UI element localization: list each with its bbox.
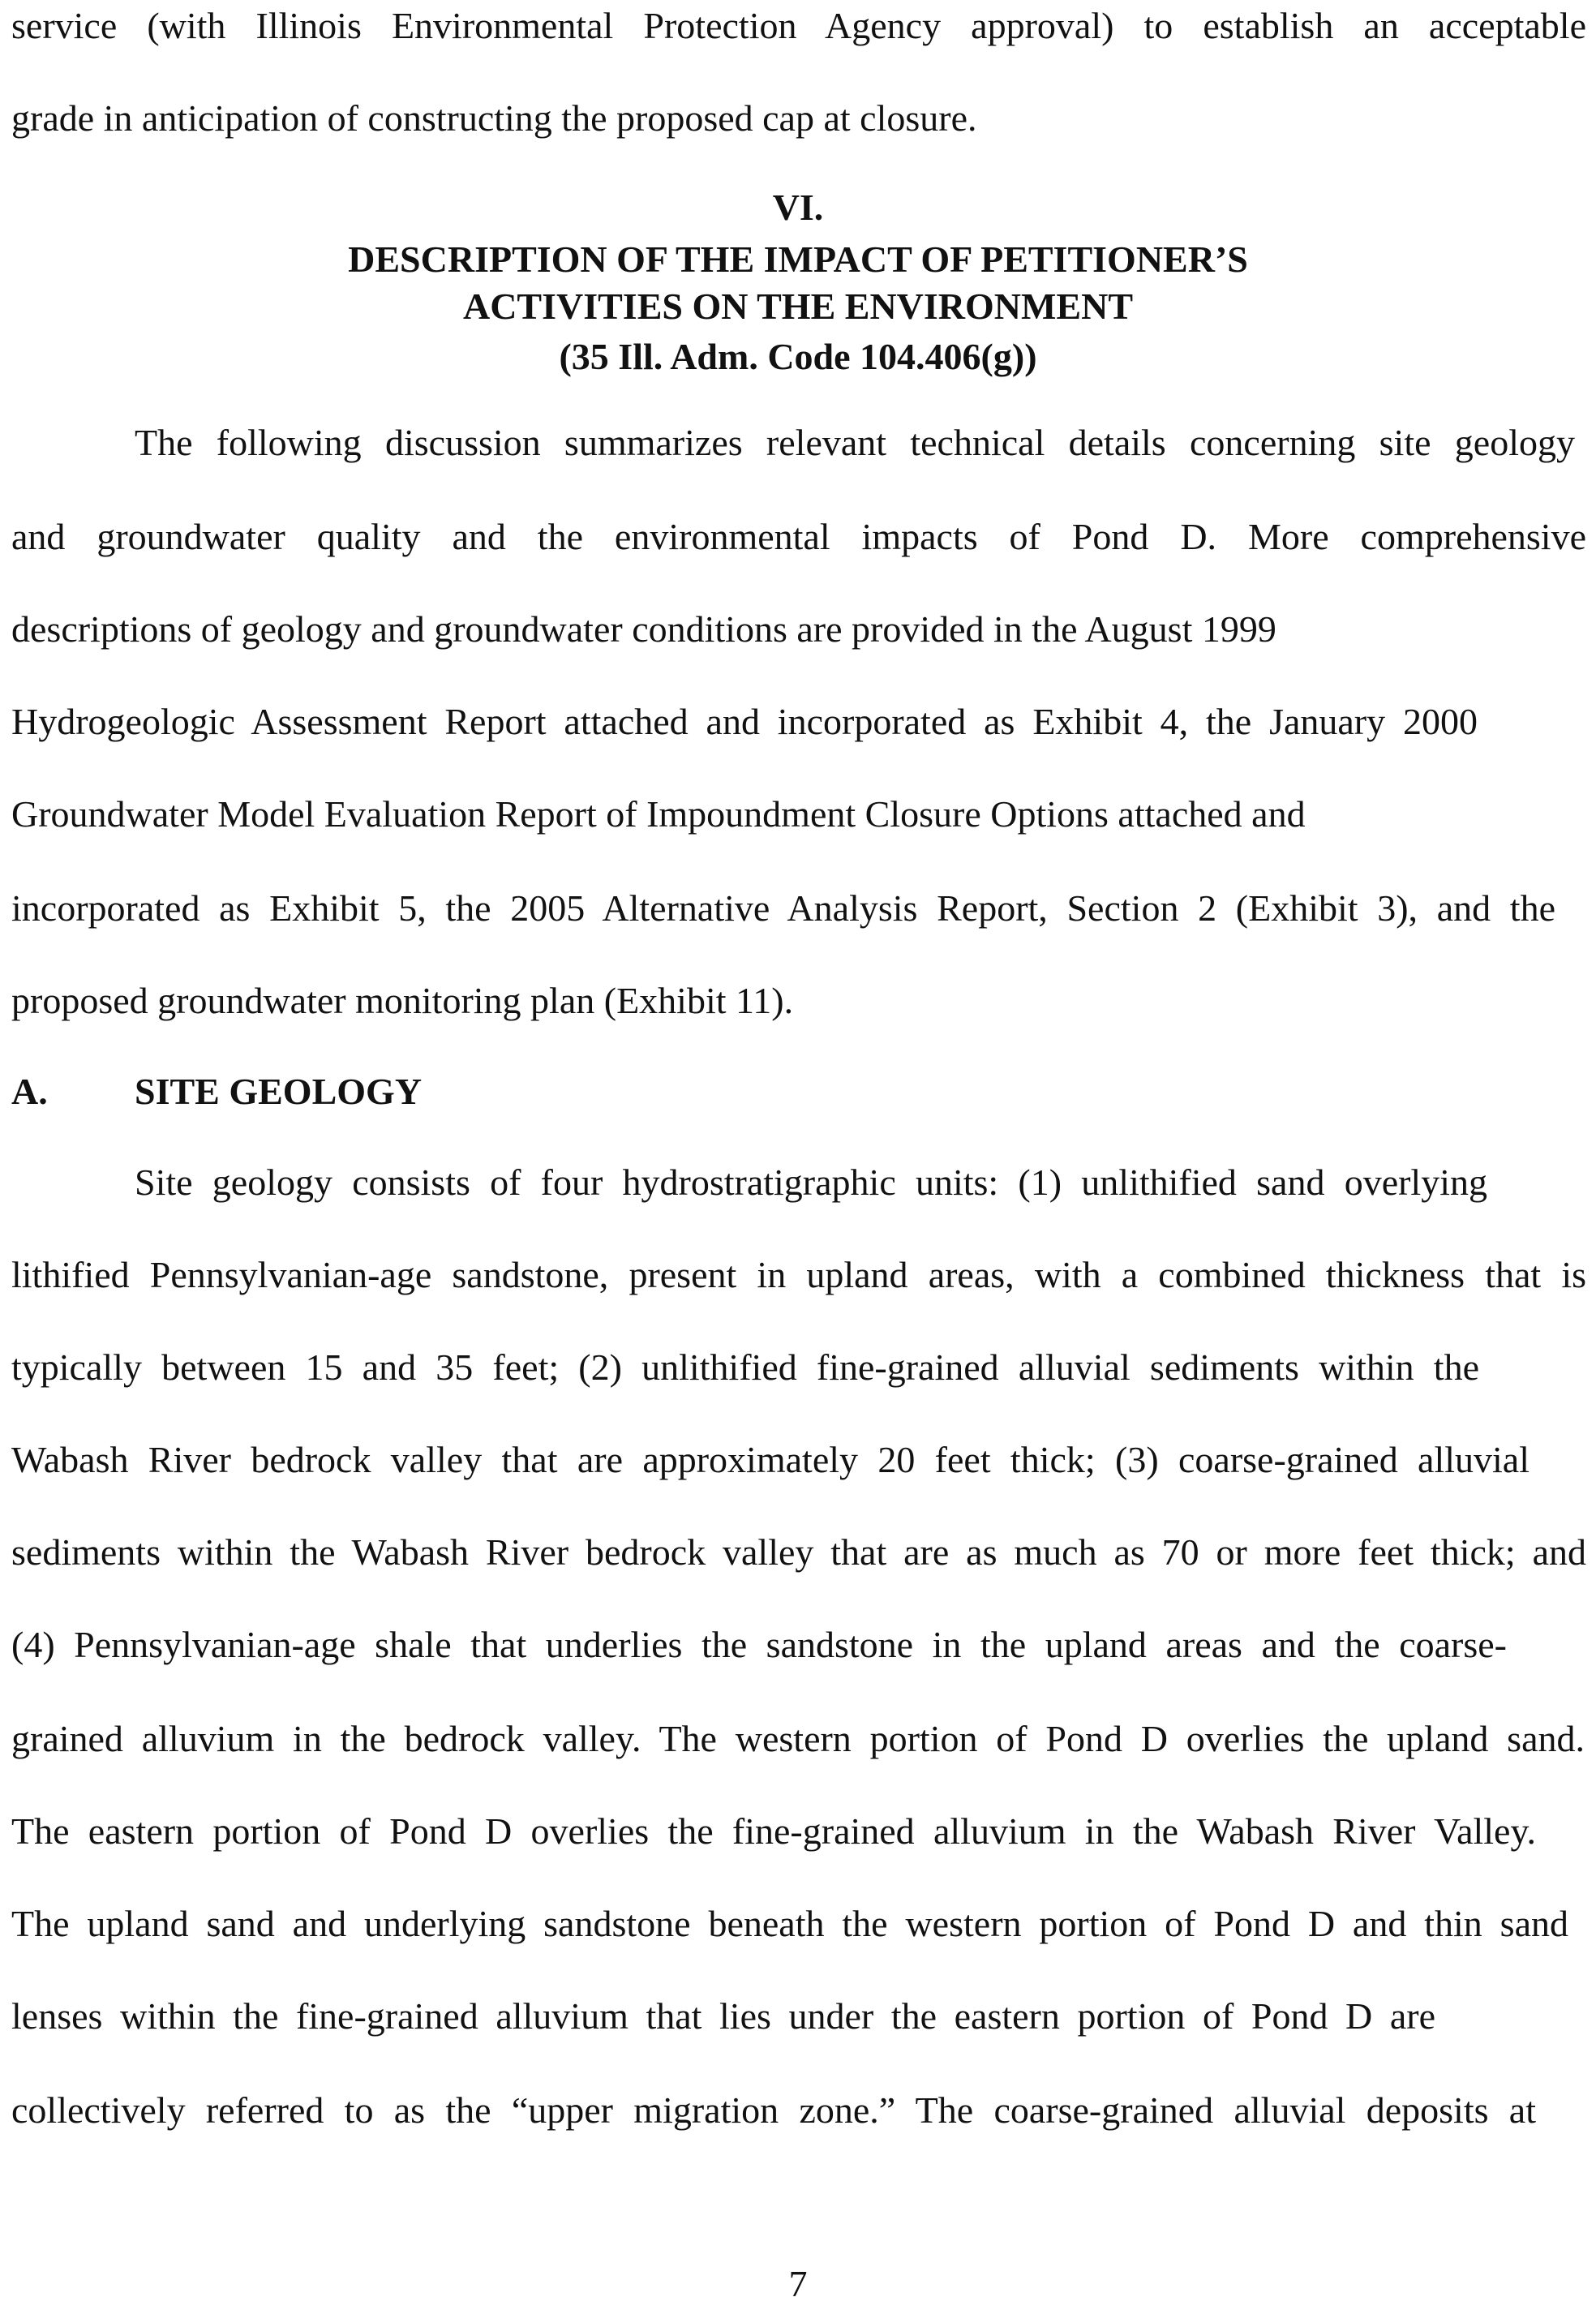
subsection-letter: A. (11, 1071, 48, 1112)
intro-line: grade in anticipation of constructing the proposed cap at closure. (11, 97, 977, 139)
section-citation: (35 Ill. Adm. Code 104.406(g)) (559, 336, 1037, 377)
subsection-title: SITE GEOLOGY (135, 1071, 423, 1112)
paragraph-1-line: proposed groundwater monitoring plan (Exhibit 11). (11, 980, 794, 1021)
paragraph-2-line: Wabash River bedrock valley that are approximately 20 feet thick; (3) coarse-grained alluvial (11, 1439, 1530, 1480)
paragraph-1-line: Hydrogeologic Assessment Report attached and incorporated as Exhibit 4, the January 2000 (11, 701, 1478, 742)
paragraph-2-line: Site geology consists of four hydrostratigraphic units: (1) unlithified sand overlying (135, 1161, 1487, 1203)
section-title-line-2: ACTIVITIES ON THE ENVIRONMENT (462, 286, 1134, 327)
paragraph-2-line: typically between 15 and 35 feet; (2) unlithified fine-grained alluvial sediments within the (11, 1346, 1479, 1388)
paragraph-1-line: Groundwater Model Evaluation Report of Impoundment Closure Options attached and (11, 793, 1306, 835)
section-number: VI. (772, 187, 824, 228)
section-title-line-1: DESCRIPTION OF THE IMPACT OF PETITIONER’S (348, 238, 1248, 280)
paragraph-2-line: lithified Pennsylvanian-age sandstone, present in upland areas, with a combined thickness that is (11, 1254, 1586, 1295)
paragraph-1-line: The following discussion summarizes relevant technical details concerning site geology (135, 422, 1575, 463)
intro-line: service (with Illinois Environmental Protection Agency approval) to establish an acceptable (11, 5, 1586, 46)
page-number: 7 (788, 2263, 808, 2304)
paragraph-2-line: lenses within the fine-grained alluvium that lies under the eastern portion of Pond D are (11, 1995, 1435, 2037)
paragraph-1-line: incorporated as Exhibit 5, the 2005 Alternative Analysis Report, Section 2 (Exhibit 3), and the (11, 887, 1555, 929)
paragraph-1-line: and groundwater quality and the environmental impacts of Pond D. More comprehensive (11, 516, 1586, 557)
paragraph-2-line: (4) Pennsylvanian-age shale that underlies the sandstone in the upland areas and the coarse- (11, 1624, 1507, 1665)
paragraph-2-line: grained alluvium in the bedrock valley. The western portion of Pond D overlies the upland sand. (11, 1718, 1585, 1759)
paragraph-2-line: collectively referred to as the “upper migration zone.” The coarse-grained alluvial deposits at (11, 2089, 1536, 2131)
paragraph-1-line: descriptions of geology and groundwater conditions are provided in the August 1999 (11, 608, 1276, 650)
paragraph-2-line: The eastern portion of Pond D overlies the fine-grained alluvium in the Wabash River Valley. (11, 1810, 1536, 1852)
paragraph-2-line: The upland sand and underlying sandstone beneath the western portion of Pond D and thin sand (11, 1903, 1568, 1944)
paragraph-2-line: sediments within the Wabash River bedrock valley that are as much as 70 or more feet thick; and (11, 1531, 1586, 1573)
